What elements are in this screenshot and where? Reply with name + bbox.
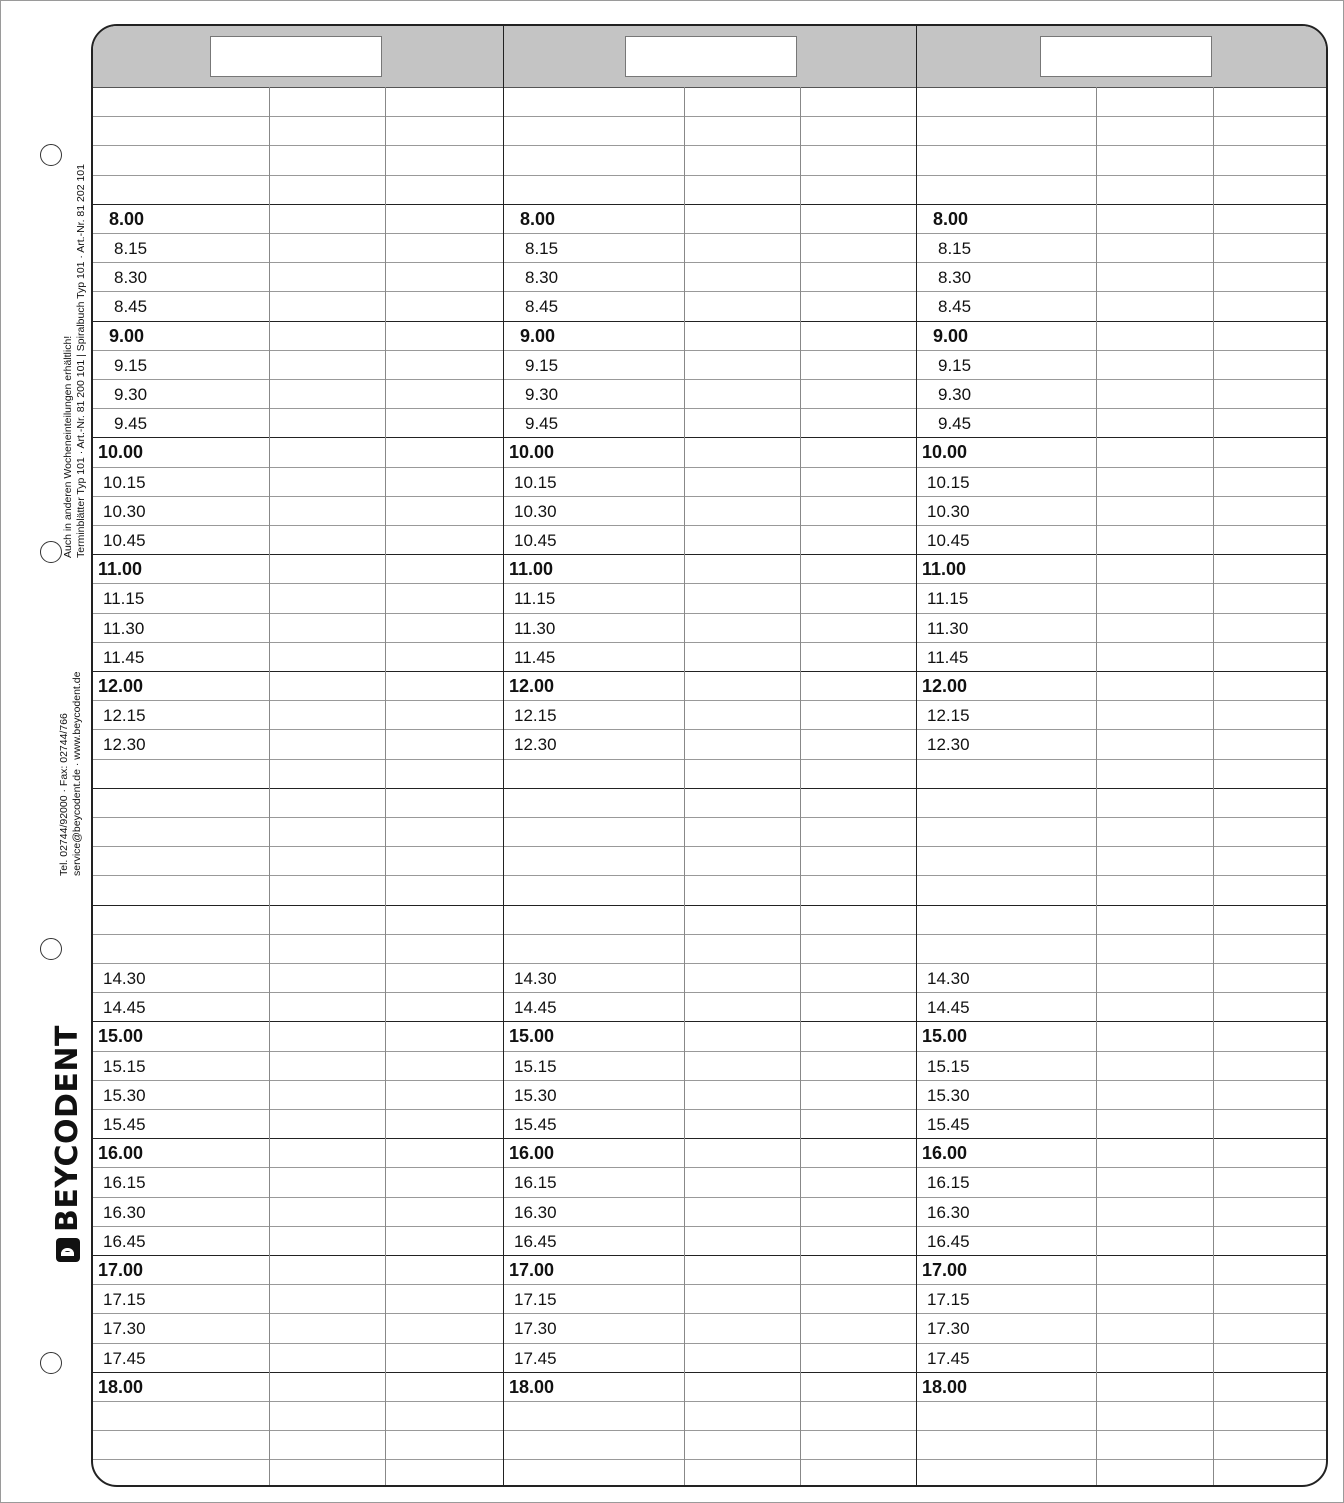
brand-name: BEYCODENT — [50, 1025, 85, 1232]
time-row[interactable] — [93, 1284, 1326, 1313]
time-label: 15.00 — [98, 1026, 144, 1047]
time-label: 8.00 — [520, 208, 556, 229]
time-label: 12.00 — [98, 676, 144, 696]
time-label: 16.45 — [103, 1231, 146, 1251]
availability-note — [62, 164, 88, 558]
time-row[interactable] — [93, 1109, 1326, 1138]
time-label: 16.00 — [509, 1143, 555, 1164]
time-label: 11.45 — [514, 647, 556, 667]
time-label: 8.30 — [938, 268, 972, 288]
header-band — [93, 26, 1326, 88]
time-label: 9.30 — [525, 385, 559, 404]
time-label: 9.30 — [938, 385, 972, 404]
time-label: 10.30 — [927, 501, 970, 521]
time-label: 16.30 — [514, 1202, 557, 1222]
time-row[interactable] — [93, 116, 1326, 145]
time-label: 17.00 — [922, 1260, 968, 1280]
time-label: 10.45 — [927, 531, 970, 550]
time-row[interactable] — [93, 175, 1326, 204]
time-label: 11.30 — [927, 618, 969, 638]
time-label: 10.15 — [103, 472, 146, 492]
time-label: 10.30 — [514, 501, 557, 521]
time-row[interactable] — [93, 1226, 1326, 1255]
time-label: 14.45 — [927, 998, 970, 1018]
time-label: 12.15 — [103, 706, 146, 726]
time-label: 16.45 — [514, 1231, 557, 1251]
time-row[interactable] — [93, 145, 1326, 174]
time-label: 9.30 — [114, 385, 148, 404]
day-label-box[interactable] — [210, 36, 382, 77]
day-label-box[interactable] — [625, 36, 797, 77]
time-label: 17.15 — [927, 1290, 970, 1310]
time-label: 15.00 — [509, 1026, 555, 1047]
time-row[interactable] — [93, 525, 1326, 554]
time-label: 12.15 — [927, 706, 970, 726]
time-row[interactable] — [93, 554, 1326, 583]
time-label: 10.15 — [514, 472, 557, 492]
time-label: 17.45 — [103, 1348, 146, 1368]
time-row[interactable] — [93, 642, 1326, 671]
time-label: 9.00 — [109, 325, 145, 346]
time-label: 8.30 — [114, 268, 148, 288]
time-label: 14.30 — [103, 969, 146, 988]
time-label: 10.00 — [922, 442, 968, 463]
time-row[interactable] — [93, 613, 1326, 642]
time-label: 17.45 — [514, 1348, 557, 1368]
time-row[interactable] — [93, 1080, 1326, 1109]
time-label: 12.15 — [514, 706, 557, 726]
time-row[interactable] — [93, 729, 1326, 758]
time-label: 11.45 — [103, 647, 145, 667]
day-divider — [916, 26, 917, 1485]
time-label: 14.45 — [103, 998, 146, 1018]
time-label: 16.45 — [927, 1231, 970, 1251]
time-row[interactable] — [93, 1138, 1326, 1167]
punch-hole — [40, 144, 62, 166]
time-label: 11.30 — [514, 618, 556, 638]
time-label: 17.30 — [514, 1319, 557, 1339]
time-row[interactable] — [93, 1401, 1326, 1430]
time-label: 14.45 — [514, 998, 557, 1018]
time-row[interactable] — [93, 992, 1326, 1021]
time-label: 12.00 — [922, 676, 968, 696]
time-row[interactable] — [93, 204, 1326, 233]
time-row[interactable] — [93, 759, 1326, 788]
column-divider — [800, 87, 801, 1485]
time-label: 8.15 — [938, 239, 972, 258]
time-row[interactable] — [93, 934, 1326, 963]
time-label: 15.15 — [927, 1056, 970, 1076]
time-label: 8.45 — [525, 297, 559, 317]
time-row[interactable] — [93, 408, 1326, 437]
punch-hole — [40, 541, 62, 563]
article-numbers-line: Terminblätter Typ 101 · Art.-Nr. 81 200 101 | Spiralbuch Typ 101 · Art.-Nr. 81 202 101 — [75, 164, 87, 558]
time-label: 15.45 — [103, 1115, 146, 1134]
punch-hole — [40, 1352, 62, 1374]
time-row[interactable] — [93, 1430, 1326, 1459]
time-row[interactable] — [93, 1459, 1326, 1487]
brand-logo — [50, 1025, 85, 1262]
email-web-line: service@beycodent.de · www.beycodent.de — [71, 671, 83, 876]
time-label: 12.30 — [514, 735, 557, 755]
time-label: 8.30 — [525, 268, 559, 288]
time-label: 16.15 — [103, 1173, 146, 1193]
punch-hole — [40, 938, 62, 960]
time-label: 10.30 — [103, 501, 146, 521]
availability-line: Auch in anderen Wocheneinteilungen erhältlich! — [62, 335, 74, 558]
day-divider — [503, 26, 504, 1485]
phone-fax-line: Tel. 02744/92000 · Fax: 02744/766 — [58, 713, 70, 876]
time-label: 16.00 — [922, 1143, 968, 1164]
time-label: 17.30 — [927, 1319, 970, 1339]
time-label: 8.00 — [109, 208, 145, 229]
time-label: 17.15 — [103, 1290, 146, 1310]
day-label-box[interactable] — [1040, 36, 1212, 77]
time-label: 16.30 — [103, 1202, 146, 1222]
time-label: 15.45 — [514, 1115, 557, 1134]
time-row[interactable] — [93, 583, 1326, 612]
time-label: 15.30 — [103, 1085, 146, 1105]
time-row[interactable] — [93, 905, 1326, 934]
time-row[interactable] — [93, 233, 1326, 262]
column-divider — [385, 87, 386, 1485]
time-label: 14.30 — [514, 969, 557, 988]
time-label: 9.45 — [525, 414, 559, 434]
planner-sheet — [91, 24, 1328, 1487]
time-label: 10.15 — [927, 472, 970, 492]
time-row[interactable] — [93, 262, 1326, 291]
time-label: 15.15 — [514, 1056, 557, 1076]
time-label: 9.00 — [933, 325, 969, 346]
time-label: 17.15 — [514, 1290, 557, 1310]
time-label: 9.00 — [520, 325, 556, 346]
time-row[interactable] — [93, 1313, 1326, 1342]
time-row[interactable] — [93, 87, 1326, 116]
time-label: 15.30 — [514, 1085, 557, 1105]
time-label: 16.30 — [927, 1202, 970, 1222]
time-label: 8.45 — [938, 297, 972, 317]
time-row[interactable] — [93, 1197, 1326, 1226]
time-label: 11.00 — [98, 559, 143, 580]
time-label: 17.45 — [927, 1348, 970, 1368]
time-label: 8.15 — [525, 239, 559, 258]
time-label: 9.45 — [114, 414, 148, 434]
time-row[interactable] — [93, 1343, 1326, 1372]
time-row[interactable] — [93, 671, 1326, 700]
time-label: 11.15 — [927, 589, 969, 609]
time-label: 9.15 — [938, 355, 972, 375]
time-label: 9.45 — [938, 414, 972, 434]
time-label: 18.00 — [509, 1376, 555, 1397]
time-row[interactable] — [93, 1167, 1326, 1196]
time-label: 15.45 — [927, 1115, 970, 1134]
time-row[interactable] — [93, 1051, 1326, 1080]
time-label: 9.15 — [114, 355, 148, 375]
time-row[interactable] — [93, 1255, 1326, 1284]
time-label: 15.15 — [103, 1056, 146, 1076]
time-label: 11.00 — [509, 559, 554, 580]
time-label: 12.30 — [103, 735, 146, 755]
time-label: 17.30 — [103, 1319, 146, 1339]
time-row[interactable] — [93, 321, 1326, 350]
time-label: 8.45 — [114, 297, 148, 317]
time-label: 15.00 — [922, 1026, 968, 1047]
time-label: 17.00 — [509, 1260, 555, 1280]
column-divider — [1096, 87, 1097, 1485]
time-label: 15.30 — [927, 1085, 970, 1105]
time-label: 11.15 — [514, 589, 556, 609]
time-row[interactable] — [93, 437, 1326, 466]
time-row[interactable] — [93, 817, 1326, 846]
time-label: 16.15 — [514, 1173, 557, 1193]
time-row[interactable] — [93, 350, 1326, 379]
contact-info — [58, 672, 84, 876]
time-label: 10.00 — [98, 442, 144, 463]
time-label: 12.30 — [927, 735, 970, 755]
time-row[interactable] — [93, 496, 1326, 525]
time-label: 10.45 — [514, 531, 557, 550]
column-divider — [684, 87, 685, 1485]
time-row[interactable] — [93, 846, 1326, 875]
time-label: 11.15 — [103, 589, 145, 609]
time-label: 8.00 — [933, 208, 969, 229]
time-row[interactable] — [93, 963, 1326, 992]
time-row[interactable] — [93, 467, 1326, 496]
time-label: 8.15 — [114, 239, 148, 258]
beycodent-logo-icon — [56, 1238, 80, 1262]
time-row[interactable] — [93, 379, 1326, 408]
time-row[interactable] — [93, 1372, 1326, 1401]
time-label: 16.00 — [98, 1143, 144, 1164]
time-label: 18.00 — [922, 1376, 968, 1397]
column-divider — [1213, 87, 1214, 1485]
time-label: 14.30 — [927, 969, 970, 988]
column-divider — [269, 87, 270, 1485]
time-label: 10.45 — [103, 531, 146, 550]
time-row[interactable] — [93, 788, 1326, 817]
time-row[interactable] — [93, 291, 1326, 320]
time-label: 11.00 — [922, 559, 967, 580]
time-row[interactable] — [93, 875, 1326, 904]
time-label: 10.00 — [509, 442, 555, 463]
time-label: 11.30 — [103, 618, 145, 638]
time-label: 11.45 — [927, 647, 969, 667]
time-label: 16.15 — [927, 1173, 970, 1193]
time-label: 9.15 — [525, 355, 559, 375]
time-row[interactable] — [93, 700, 1326, 729]
time-label: 12.00 — [509, 676, 555, 696]
time-label: 17.00 — [98, 1260, 144, 1280]
time-label: 18.00 — [98, 1376, 144, 1397]
time-row[interactable] — [93, 1021, 1326, 1050]
